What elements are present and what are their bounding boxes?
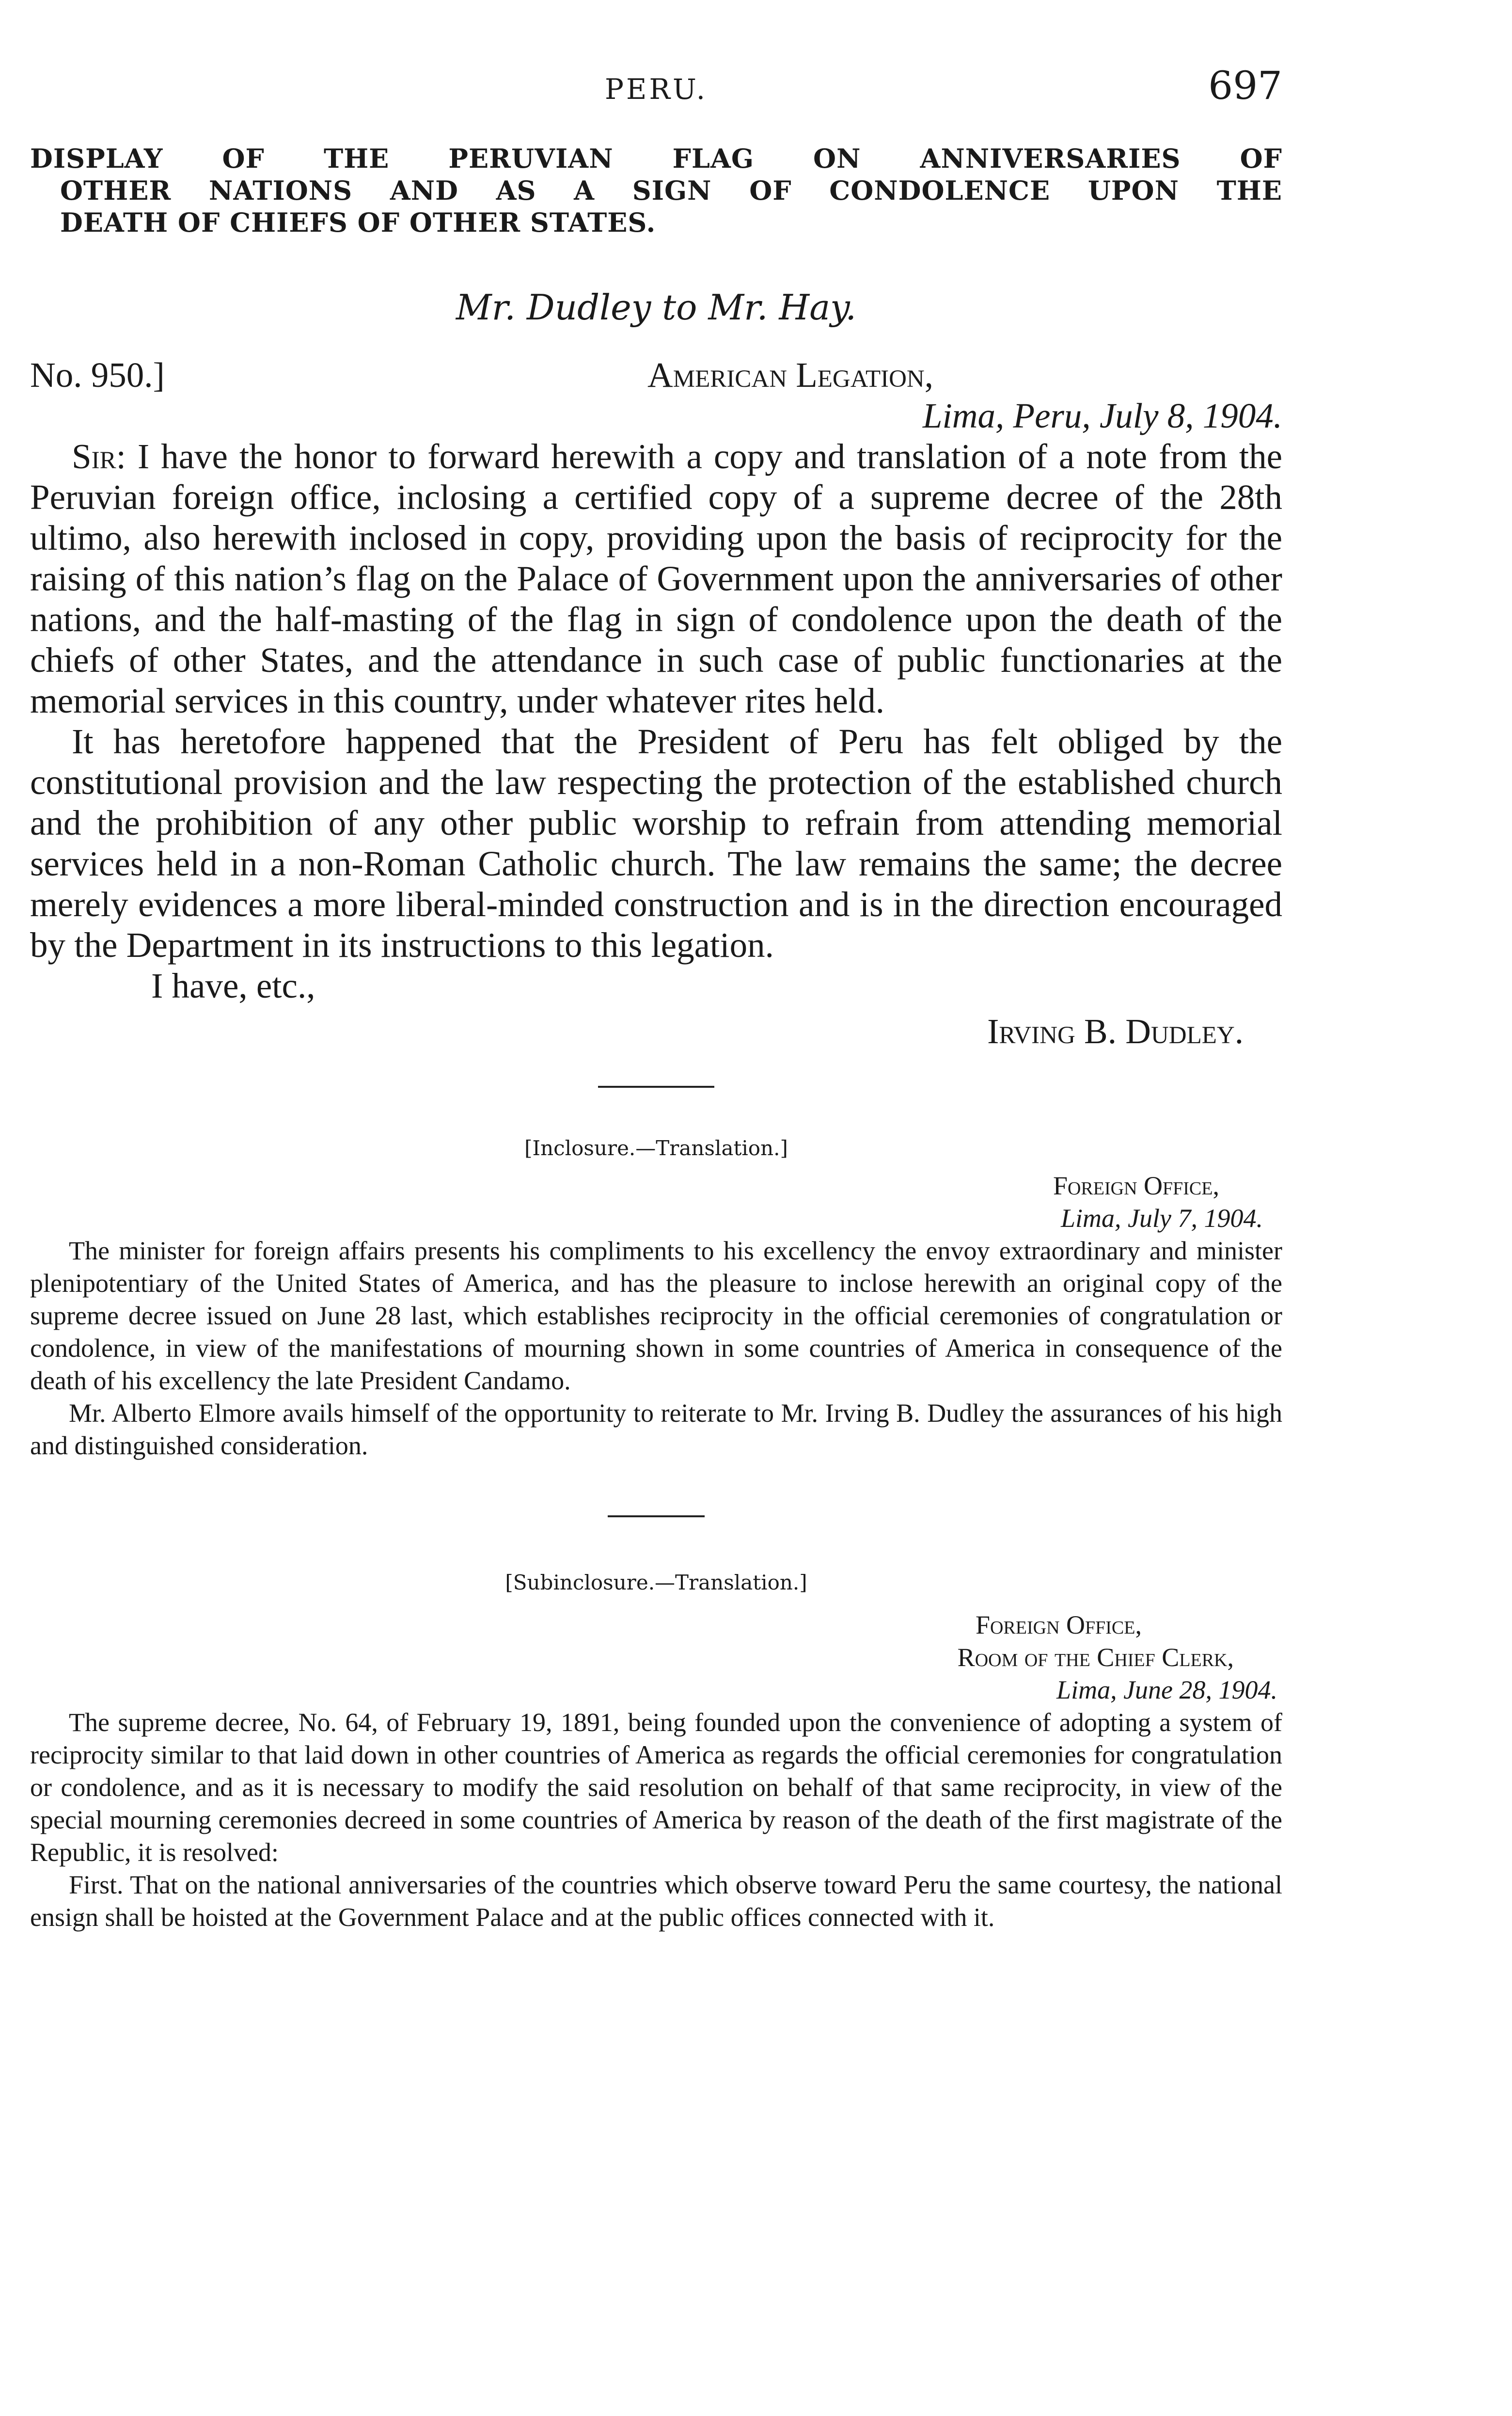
inclosure-label: [Inclosure.—Translation.] bbox=[524, 1136, 788, 1160]
heading-line: DEATH OF CHIEFS OF OTHER STATES. bbox=[60, 207, 656, 238]
subinclosure-paragraph-2: First. That on the national anniversaries of the countries which observe toward Peru the same courtesy, the national ensign shall be hoisted at the Government Palace and at the public offices connected with it. bbox=[30, 1870, 1282, 1932]
inclosure-paragraph-1: The minister for foreign affairs presents his compliments to his excellency the envoy extraordinary and minister plenipotentiary of the United States of America, and has the pleasure to inclose herewith an original copy of the supreme decree issued on June 28 last, which establishes reciprocity in the official ceremonies of congratulation or condolence, in view of the manifestations of mourning shown in some countries of America in consequence of the death of his excellency the late President Candamo. bbox=[30, 1236, 1282, 1395]
subinclosure-place-date: Lima, June 28, 1904. bbox=[1056, 1675, 1277, 1704]
letter-paragraph-1: I have the honor to forward herewith a copy and translation of a note from the Peruvian foreign office, inclosing a certified copy of a supreme decree of the 28th ultimo, also herewith inclosed in copy, providing upon the basis of reciprocity for the raising of this nation’s flag on the Palace of Government upon the anniversaries of other nations, and the half-masting of the flag in sign of condolence upon the death of the chiefs of other States, and the attendance in such case of public functionaries at the memorial services in this country, under whatever rites held. bbox=[30, 437, 1282, 720]
letter-title: Mr. Dudley to Mr. Hay. bbox=[456, 287, 857, 328]
salutation: Sir: bbox=[72, 437, 126, 476]
running-title: PERU. bbox=[604, 73, 708, 106]
heading-line: DISPLAY OF THE PERUVIAN FLAG ON ANNIVERSARIES OF bbox=[30, 143, 1282, 174]
section-heading bbox=[30, 143, 1282, 238]
inclosure-paragraph-2: Mr. Alberto Elmore avails himself of the opportunity to reiterate to Mr. Irving B. Dudley the assurances of his high and distinguished consideration. bbox=[30, 1399, 1282, 1460]
subinclosure-office: Foreign Office, bbox=[975, 1610, 1142, 1639]
letter-place-date: Lima, Peru, July 8, 1904. bbox=[922, 396, 1282, 435]
letter-paragraph-2: It has heretofore happened that the President of Peru has felt obliged by the constitutional provision and the law respecting the protection of the established church and the prohibition of any other public worship to refrain from attending memorial services held in a non-Roman Catholic church. The law remains the same; the decree merely evidences a more liberal-minded construction and is in the direction encouraged by the Department in its instructions to this legation. bbox=[30, 722, 1282, 965]
legation-name: American Legation, bbox=[647, 355, 933, 395]
page-number: 697 bbox=[1208, 63, 1282, 108]
despatch-number: No. 950.] bbox=[30, 355, 165, 395]
subinclosure-label: [Subinclosure.—Translation.] bbox=[505, 1571, 807, 1594]
subinclosure bbox=[30, 1609, 1282, 1934]
inclosure-place-date: Lima, July 7, 1904. bbox=[1061, 1204, 1263, 1233]
inclosure-office: Foreign Office, bbox=[1053, 1171, 1219, 1200]
heading-line: OTHER NATIONS AND AS A SIGN OF CONDOLENCE UPON THE bbox=[60, 175, 1282, 206]
subinclosure-paragraph-1: The supreme decree, No. 64, of February 19, 1891, being founded upon the convenience of adopting a system of reciprocity similar to that laid down in other countries of America as regards the official ceremonies for congratulation or condolence, and as it is necessary to modify the said resolution on behalf of that same reciprocity, in view of the special mourning ceremonies decreed in some countries of America by reason of the death of the first magistrate of the Republic, it is resolved: bbox=[30, 1708, 1282, 1867]
signature: Irving B. Dudley. bbox=[987, 1012, 1244, 1051]
letter bbox=[30, 355, 1282, 1052]
running-header bbox=[30, 63, 1282, 126]
closing: I have, etc., bbox=[151, 966, 315, 1005]
subinclosure-room: Room of the Chief Clerk, bbox=[957, 1643, 1234, 1672]
inclosure bbox=[30, 1170, 1282, 1462]
document-page bbox=[30, 63, 1282, 1934]
